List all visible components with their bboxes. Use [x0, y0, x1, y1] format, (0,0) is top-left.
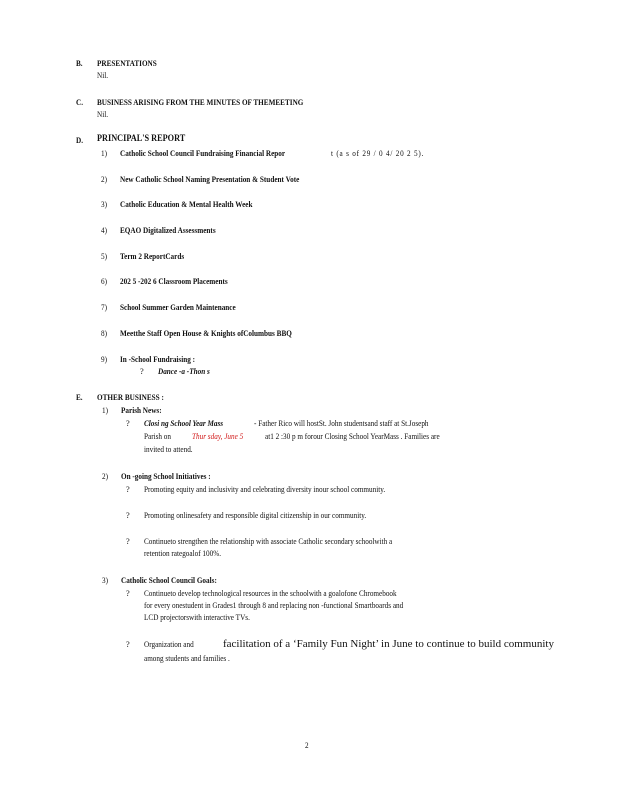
d-item-2-text: New Catholic School Naming Presentation & Student Vote — [120, 175, 300, 184]
e1-line2-rest: at1 2 :30 p m forour Closing School YearMass . Families are — [265, 432, 440, 441]
section-d-title: PRINCIPAL'S REPORT — [97, 133, 186, 144]
e3-bullet-2-line-1-start: Organization and — [144, 640, 194, 649]
d-item-5-text: Term 2 ReportCards — [120, 252, 185, 261]
e3-bullet-2-mark: ? — [126, 640, 130, 649]
section-b-letter: B. — [76, 59, 83, 68]
d-item-6-num: 6) — [101, 277, 108, 286]
e2-num: 2) — [102, 472, 109, 481]
d-item-5-num: 5) — [101, 252, 108, 261]
section-b-body: Nil. — [97, 71, 109, 80]
section-e-letter: E. — [76, 393, 83, 402]
e2-bullet-3-mark: ? — [126, 537, 130, 546]
page-number: 2 — [305, 741, 309, 750]
d-item-8-text: Meetthe Staff Open House & Knights ofColumbus BBQ — [120, 329, 292, 338]
e3-bullet-1-mark: ? — [126, 589, 130, 598]
d-item-7-text: School Summer Garden Maintenance — [120, 303, 236, 312]
e2-bullet-3-line-1: Continueto strengthen the relationship with associate Catholic secondary schoolwith a — [144, 537, 393, 546]
e3-title: Catholic School Council Goals: — [121, 576, 217, 585]
d-item-1-num: 1) — [101, 149, 108, 158]
e1-title: Parish News: — [121, 406, 162, 415]
e1-bullet: ? — [126, 419, 130, 428]
e2-title: On -going School Initiatives : — [121, 472, 211, 481]
section-d-letter: D. — [76, 136, 84, 145]
d-item-3-num: 3) — [101, 200, 108, 209]
section-c-body: Nil. — [97, 110, 109, 119]
section-e-title: OTHER BUSINESS : — [97, 393, 164, 402]
d-item-4-num: 4) — [101, 226, 108, 235]
e1-num: 1) — [102, 406, 109, 415]
section-c-title: BUSINESS ARISING FROM THE MINUTES OF THEMEETING — [97, 98, 304, 107]
d-item-9-bullet: ? — [140, 367, 144, 376]
e3-bullet-1-line-2: for every onestudent in Grades1 through 8 and replacing non -functional Smartboards and — [144, 601, 404, 610]
e3-bullet-1-line-3: LCD projectorswith interactive TVs. — [144, 613, 250, 622]
e1-line3: invited to attend. — [144, 445, 193, 454]
e1-line2-date: Thur sday, June 5 — [192, 432, 244, 441]
e2-bullet-3-line-2: retention rategoalof 100%. — [144, 549, 222, 558]
d-item-6-text: 202 5 -202 6 Classroom Placements — [120, 277, 228, 286]
d-item-9-sub: Dance -a -Thon s — [158, 367, 210, 376]
e3-bullet-2-line-1-large: facilitation of a ‘Family Fun Night’ in June to continue to build community — [223, 638, 554, 650]
d-item-1-text: Catholic School Council Fundraising Financial Repor — [120, 149, 286, 158]
d-item-4-text: EQAO Digitalized Assessments — [120, 226, 216, 235]
d-item-9-text: In -School Fundraising : — [120, 355, 196, 364]
e3-bullet-2-line-2: among students and families . — [144, 654, 230, 663]
e1-line2-start: Parish on — [144, 432, 172, 441]
e3-num: 3) — [102, 576, 109, 585]
e2-bullet-1-mark: ? — [126, 485, 130, 494]
d-item-2-num: 2) — [101, 175, 108, 184]
d-item-8-num: 8) — [101, 329, 108, 338]
d-item-7-num: 7) — [101, 303, 108, 312]
e2-bullet-1-line-1: Promoting equity and inclusivity and celebrating diversity inour school community. — [144, 485, 386, 494]
e1-line1-italic: Closi ng School Year Mass — [144, 419, 224, 428]
d-item-3-text: Catholic Education & Mental Health Week — [120, 200, 253, 209]
e2-bullet-2-line-1: Promoting onlinesafety and responsible digital citizenship in our community. — [144, 511, 367, 520]
section-b-title: PRESENTATIONS — [97, 59, 157, 68]
d-item-9-num: 9) — [101, 355, 108, 364]
e1-line1-rest: - Father Rico will hostSt. John studentsand staff at St.Joseph — [254, 419, 429, 428]
d-item-1-tail: t (a s of 29 / 0 4/ 20 2 5). — [331, 149, 425, 158]
section-c-letter: C. — [76, 98, 84, 107]
e2-bullet-2-mark: ? — [126, 511, 130, 520]
e3-bullet-1-line-1: Continueto develop technological resources in the schoolwith a goalofone Chromebook — [144, 589, 397, 598]
